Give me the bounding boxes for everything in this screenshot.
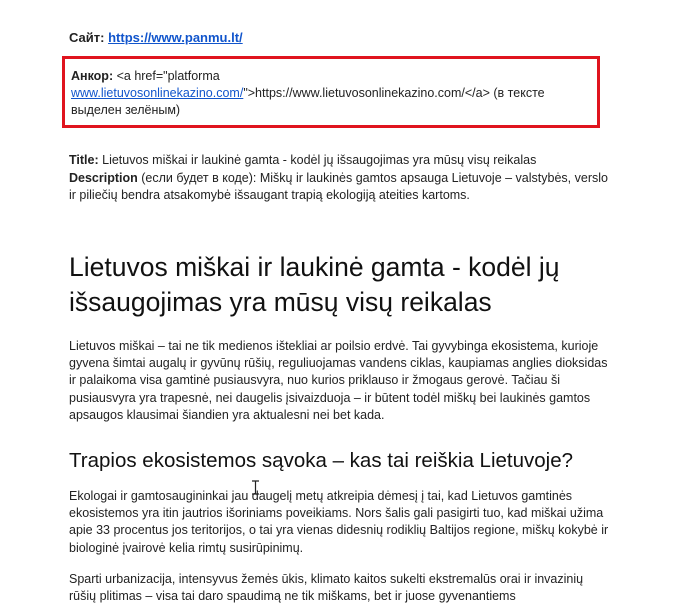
site-link[interactable]: https://www.panmu.lt/ xyxy=(108,30,243,45)
anchor-code-suffix: ">https://www.lietuvosonlinekazino.com/</a> xyxy=(243,86,490,100)
article-paragraph-2: Ekologai ir gamtosaugininkai jau daugelį metų atkreipia dėmesį į tai, kad Lietuvos gamtinės ekosistemos yra itin jautrios išoriniams poveikiams. Nors šalis gali pasigirti tuo, kad miškai užima apie 33 procentus jos teritorijos, o tai yra vienas didesnių rodiklių Baltijos regione, miškų kokybė ir biologinė įvairovė kelia rimtų susirūpinimų. xyxy=(69,489,609,555)
anchor-code-prefix: <a href="platforma xyxy=(116,69,220,83)
site-label: Сайт: xyxy=(69,30,105,45)
text-cursor-icon xyxy=(251,480,260,495)
title-label: Title: xyxy=(69,153,99,167)
anchor-label: Анкор: xyxy=(71,69,114,83)
article-heading: Lietuvos miškai ir laukinė gamta - kodėl jų išsaugojimas yra mūsų visų reikalas xyxy=(69,252,560,317)
title-text: Lietuvos miškai ir laukinė gamta - kodėl jų išsaugojimas yra mūsų visų reikalas xyxy=(102,153,537,167)
article-subheading: Trapios ekosistemos sąvoka – kas tai reiškia Lietuvoje? xyxy=(69,449,574,472)
article-paragraph-3: Sparti urbanizacija, intensyvus žemės ūkis, klimato kaitos sukelti ekstremalūs orai ir invazinių rūšių plitimas – visa tai daro spaudimą ne tik miškams, bet ir juose gyvenantiems xyxy=(69,572,584,604)
description-text: (если будет в коде): Miškų ir laukinės gamtos apsauga Lietuvoje – valstybės, verslo ir piliečių bendra atsakomybė išsaugant trapią ekologiją ateities kartoms. xyxy=(69,170,608,202)
anchor-highlight-box xyxy=(62,56,600,128)
anchor-note: (в тексте выделен зелёным) xyxy=(71,86,545,117)
anchor-link[interactable]: www.lietuvosonlinekazino.com/ xyxy=(71,86,244,100)
site-line xyxy=(69,30,243,45)
article-paragraph-1: Lietuvos miškai – tai ne tik medienos ištekliai ar poilsio erdvė. Tai gyvybinga ekosistema, kurioje gyvena šimtai augalų ir gyvūnų rūšių, reguliuojamas vandens ciklas, kaupiamas anglies dioksidas ir palaikoma visa gamtinė pusiausvyra, nuo kurios priklauso ir žmogaus gerovė. Tačiau ši pusiausvyra yra trapesnė, nei daugelis įsivaizduoja – ir būtent todėl miškų bei laukinės gamtos apsaugos klausimai šiandien yra aktualesni nei bet kada. xyxy=(69,339,608,422)
seo-meta xyxy=(69,152,609,205)
description-label: Description xyxy=(69,170,138,185)
